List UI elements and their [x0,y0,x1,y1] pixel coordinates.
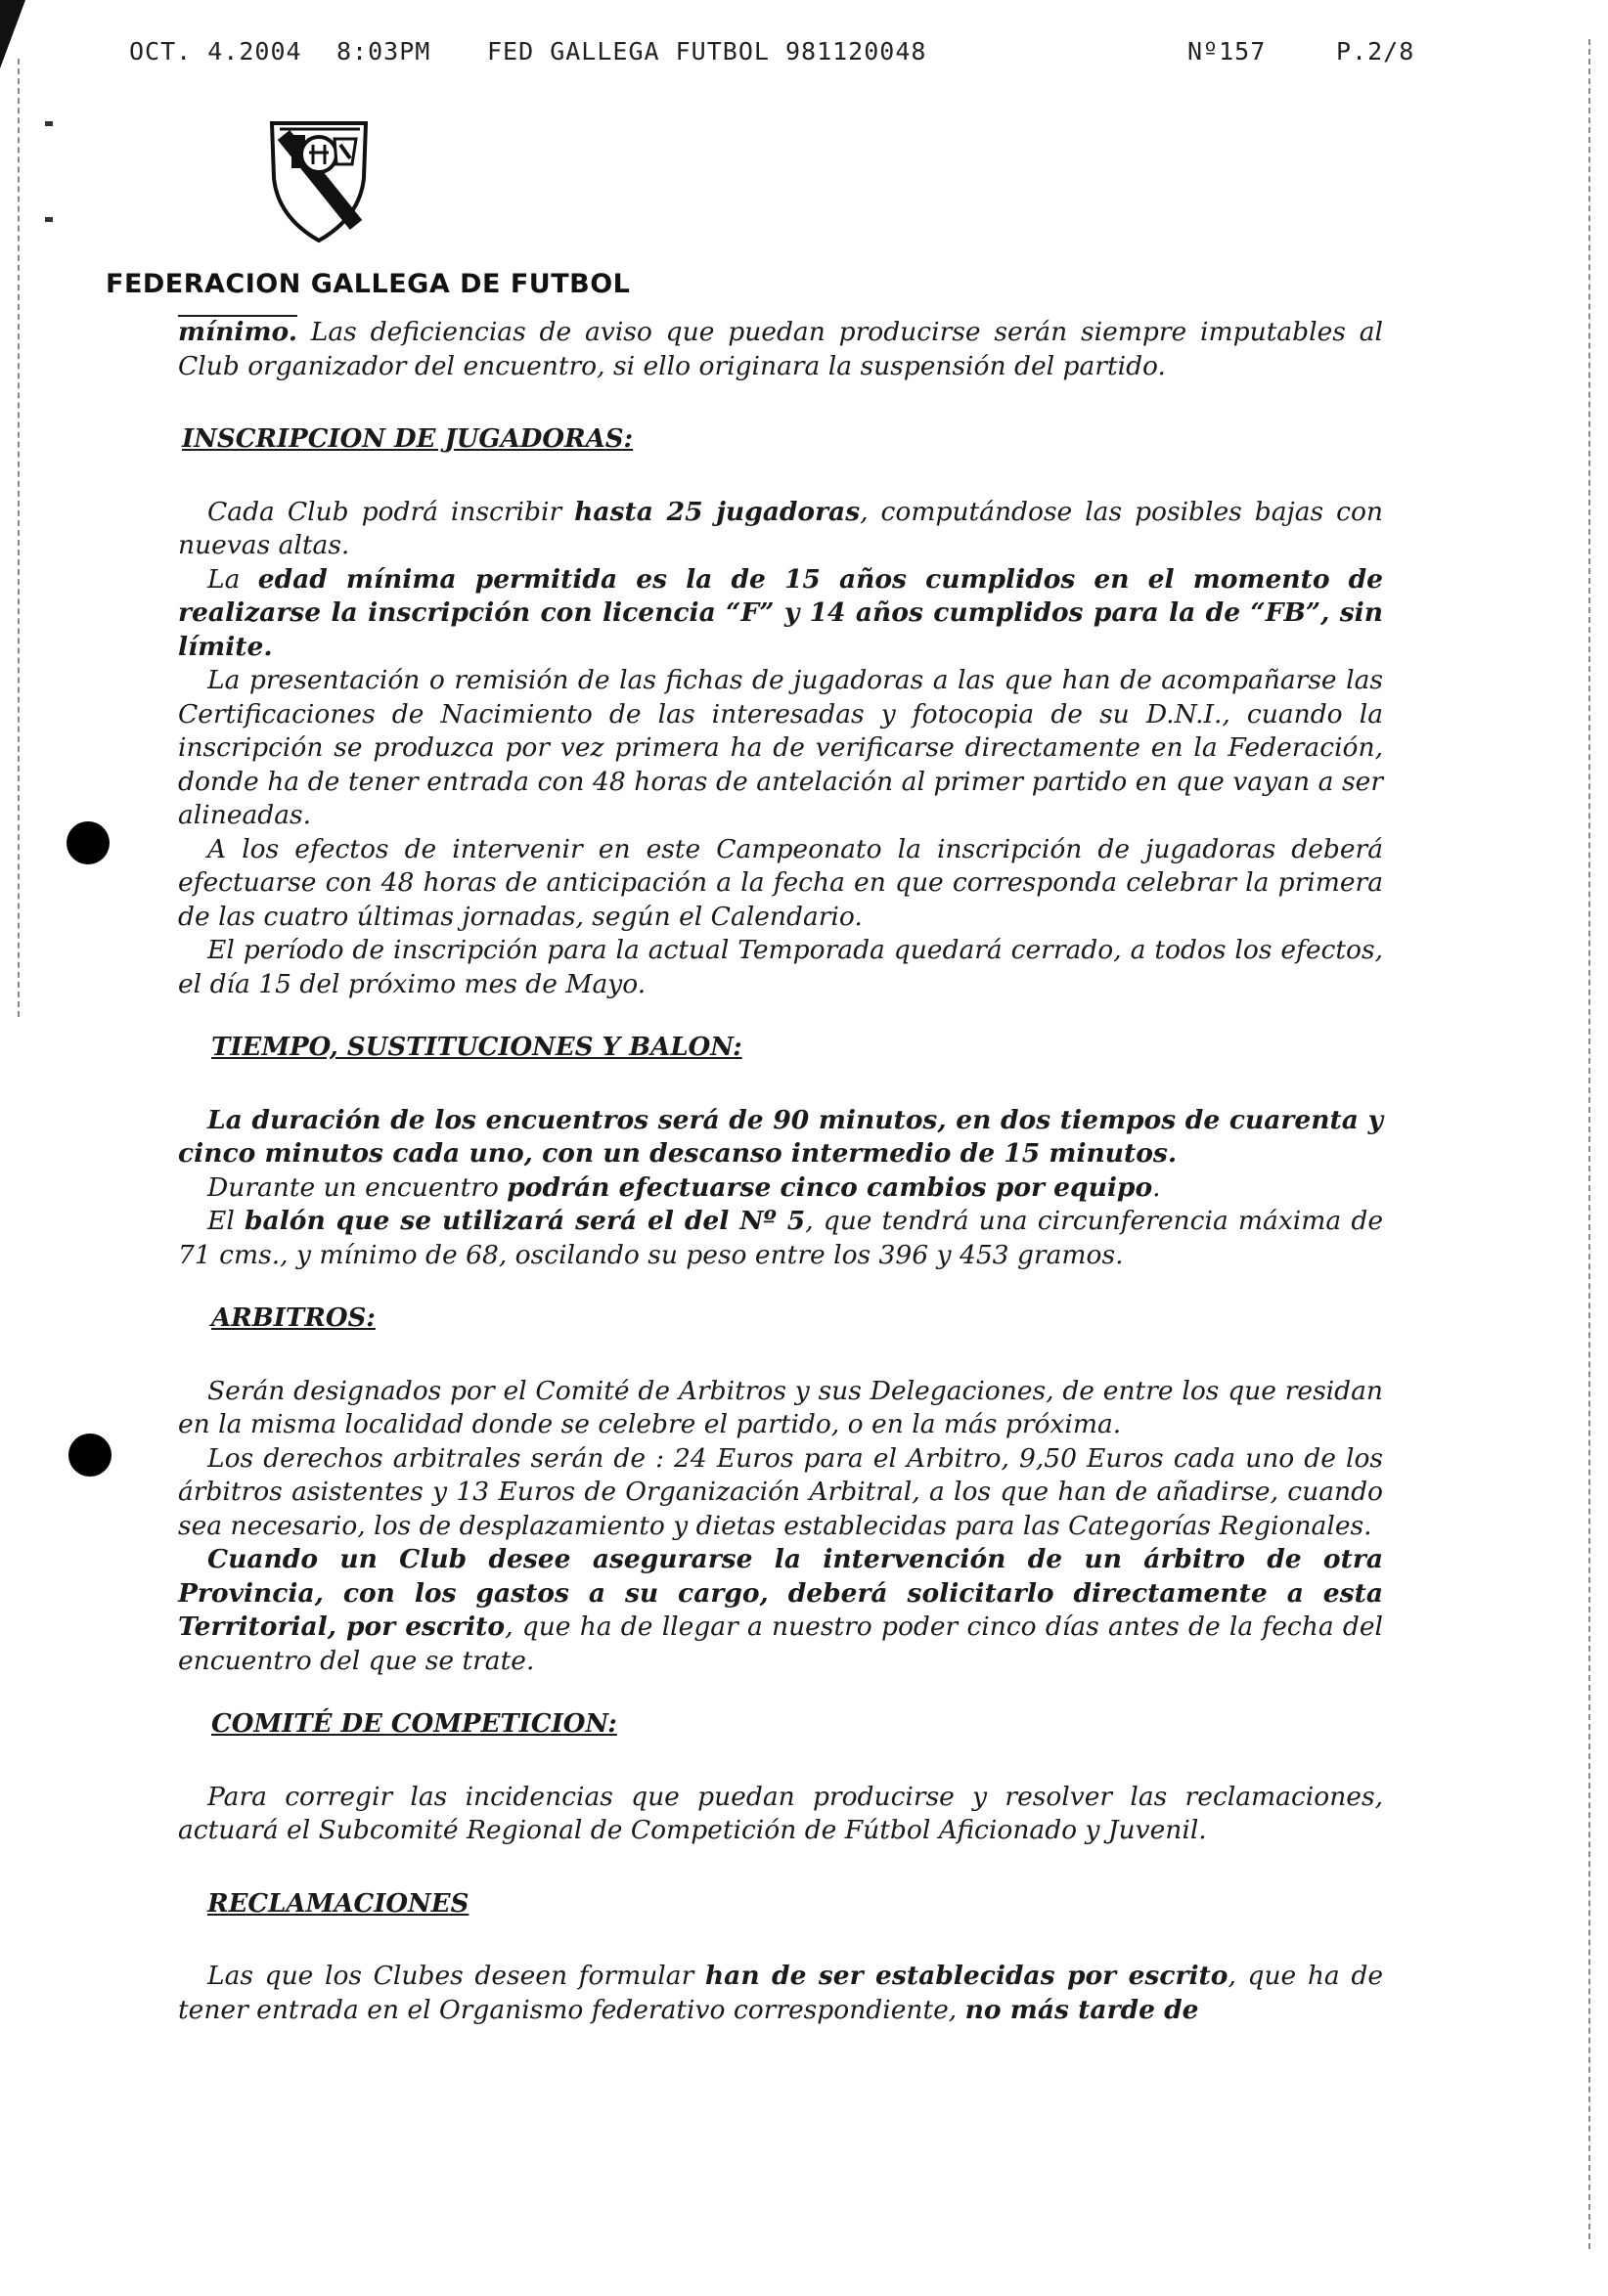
margin-tick [45,121,53,126]
right-edge-line [1588,39,1590,2249]
tiempo-paragraph-3: El balón que se utilizará será el del Nº 5, que tendrá una circunferencia máxima de 71 cms., y mínimo de 68, oscilando su peso entre los 396 y 453 gramos. [178,1206,1384,1270]
inscripcion-paragraph-5: El período de inscripción para la actual Temporada quedará cerrado, a todos los efectos, el día 15 del próximo mes de Mayo. [178,935,1383,999]
inscripcion-paragraph-3: La presentación o remisión de las fichas de jugadoras a las que han de acompañarse las Certificaciones de Nacimiento de las interesadas y fotocopia de su D.N.I., cuando la inscripción se produzca por vez primera ha de verificarse directamente en la Federación, donde ha de tener entrada con 48 horas de antelación al primer partido en que vayan a ser alineadas. [178,665,1383,830]
federation-crest-logo [266,115,372,244]
left-edge-line [18,59,20,1017]
document-body [178,316,1383,2027]
heading-inscripcion: INSCRIPCION DE JUGADORAS: [182,424,634,454]
fax-time: 8:03PM [336,37,431,66]
heading-arbitros: ARBITROS: [211,1303,376,1333]
inscripcion-paragraph-1: Cada Club podrá inscribir hasta 25 jugadoras, computándose las posibles bajas con nuevas altas. [178,496,1383,560]
margin-tick [45,217,53,222]
reclamaciones-paragraph-1: Las que los Clubes deseen formular han de ser establecidas por escrito, que ha de tener entrada en el Organismo federativo correspondiente, no más tarde de [178,1961,1384,2025]
inscripcion-paragraph-4: A los efectos de intervenir en este Campeonato la inscripción de jugadoras deberá efectuarse con 48 horas de anticipación a la fecha en que corresponda celebrar la primera de las cuatro últimas jornadas, según el Calendario. [178,833,1383,932]
arbitros-paragraph-3: Cuando un Club desee asegurarse la intervención de un árbitro de otra Provincia, con los gastos a su cargo, deberá solicitarlo directamente a esta Territorial, por escrito, que ha de llegar a nuestro poder cinco días antes de la fecha del encuentro del que se trate. [178,1544,1383,1676]
arbitros-paragraph-1: Serán designados por el Comité de Arbitros y sus Delegaciones, de entre los que residan en la misma localidad donde se celebre el partido, o en la más próxima. [178,1375,1383,1439]
arbitros-paragraph-2: Los derechos arbitrales serán de : 24 Euros para el Arbitro, 9,50 Euros cada uno de los árbitros asistentes y 13 Euros de Organización Arbitral, a los que han de añadirse, cuando sea necesario, los de desplazamiento y dietas establecidas para las Categorías Regionales. [178,1442,1383,1541]
punch-hole-top [67,821,110,864]
comite-paragraph-1: Para corregir las incidencias que puedan producirse y resolver las reclamaciones, actuará el Subcomité Regional de Competición de Fútbol Aficionado y Juvenil. [178,1781,1383,1845]
inscripcion-paragraph-2: La edad mínima permitida es la de 15 años cumplidos en el momento de realizarse la inscripción con licencia “F” y 14 años cumplidos para la de “FB”, sin límite. [178,563,1383,662]
heading-tiempo: TIEMPO, SUSTITUCIONES Y BALON: [211,1033,742,1062]
punch-hole-bottom [68,1434,112,1477]
fax-sender: FED GALLEGA FUTBOL 981120048 [487,37,927,66]
fax-number: Nº157 [1187,37,1267,66]
organization-name: FEDERACION GALLEGA DE FUTBOL [106,269,631,299]
heading-comite: COMITÉ DE COMPETICION: [211,1709,617,1739]
fax-page: P.2/8 [1336,37,1415,66]
fax-header [129,37,1420,76]
scan-corner-mark [0,0,25,68]
heading-reclamaciones: RECLAMACIONES [207,1888,469,1919]
intro-paragraph: mínimo. Las deficiencias de aviso que puedan producirse serán siempre imputables al Club organizador del encuentro, si ello originara la suspensión del partido. [178,317,1383,381]
tiempo-paragraph-1: La duración de los encuentros será de 90 minutos, en dos tiempos de cuarenta y cinco minutos cada uno, con un descanso intermedio de 15 minutos. [178,1104,1383,1169]
fax-date: OCT. 4.2004 [129,37,302,66]
tiempo-paragraph-2: Durante un encuentro podrán efectuarse cinco cambios por equipo. [207,1171,1161,1203]
